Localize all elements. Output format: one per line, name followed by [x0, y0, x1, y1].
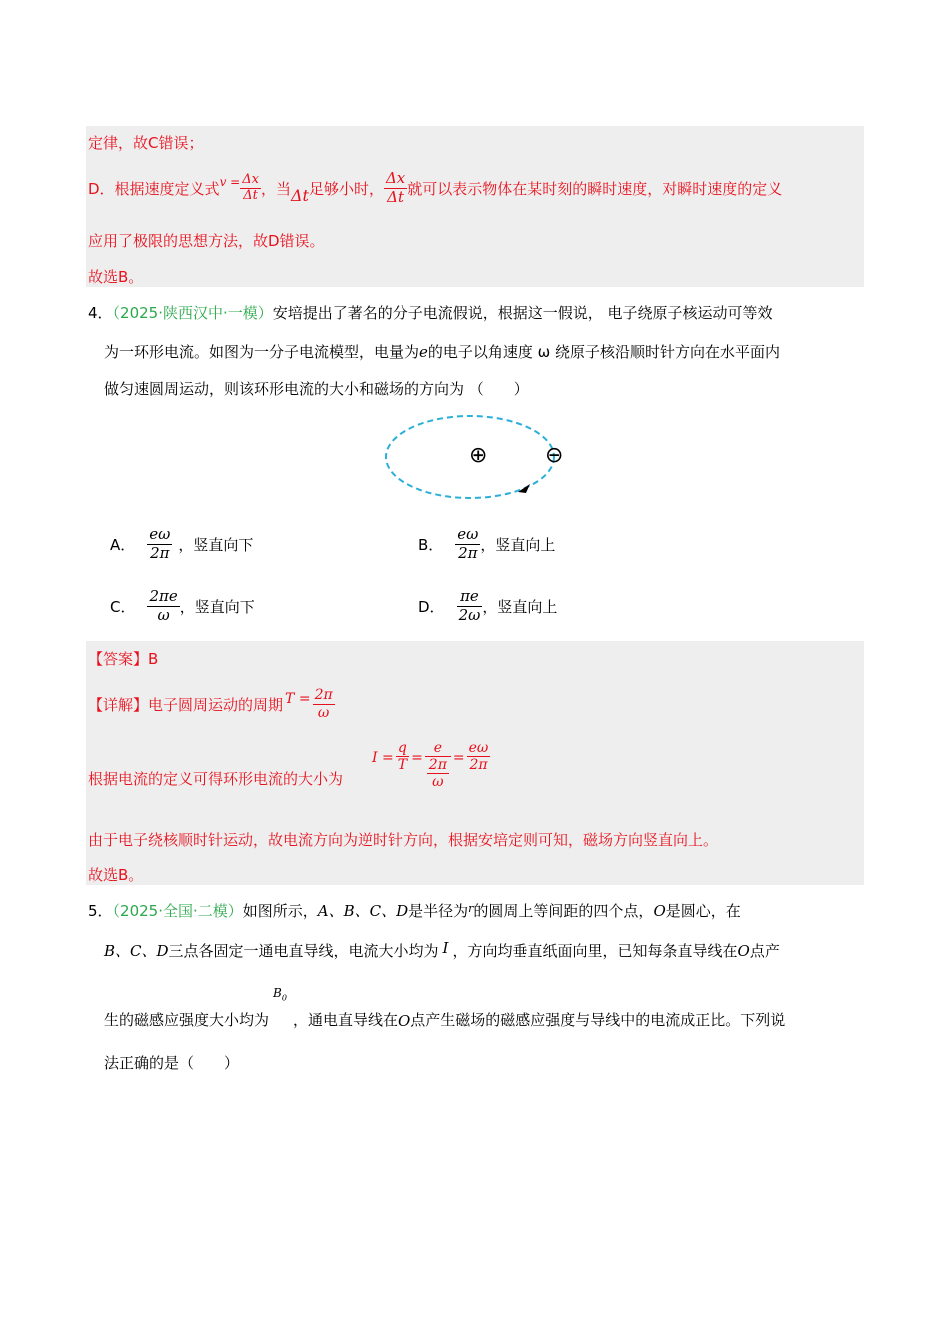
- option-d-text: ，竖直向上: [482, 597, 558, 616]
- q3-choose: 故选B。: [88, 268, 144, 286]
- q5-s2b: ，方向均垂直纸面向里，已知每条直导线在: [452, 942, 738, 960]
- q3-option-d-line: [88, 168, 782, 208]
- q5-stem-line-1: [88, 900, 741, 921]
- option-a-label: A．: [110, 535, 136, 554]
- q4-option-a[interactable]: [110, 522, 253, 566]
- q5-b0: $B_0$: [273, 986, 287, 1003]
- q4-detail-2: 根据电流的定义可得环形电流的大小为: [88, 770, 344, 788]
- q4-option-c[interactable]: [110, 584, 255, 628]
- q5-stem-line-2: [104, 939, 780, 961]
- q5-o-3: O: [397, 1012, 411, 1030]
- q5-s2c: 点产: [749, 942, 780, 960]
- option-c-text: ，竖直向下: [179, 597, 255, 616]
- q4-stem-e: e: [419, 343, 428, 361]
- q4-stem-line-3: 做匀速圆周运动，则该环形电流的大小和磁场的方向为 （ ）: [104, 380, 529, 398]
- q5-s3a: 生的磁感应强度大小均为: [104, 1011, 270, 1029]
- detail-tag: 【详解】: [88, 695, 149, 714]
- q4-number: 4．: [88, 304, 113, 322]
- option-c-fraction: $\frac{2\pi e}{\omega}$: [149, 587, 178, 624]
- electron-minus-icon: ⊖: [545, 443, 564, 468]
- q5-s3b: ，通电直导线在: [292, 1011, 398, 1029]
- q3-enough-small: 足够小时，: [308, 179, 384, 198]
- eq-1: =: [411, 750, 423, 766]
- q5-number: 5．: [88, 902, 113, 920]
- q5-s1d: 是圆心，在: [665, 902, 741, 920]
- q4-detail-line-1: [88, 682, 335, 726]
- q5-stem-line-3: [104, 986, 785, 1030]
- q4-option-d[interactable]: [418, 584, 557, 628]
- nucleus-plus-icon: ⊕: [469, 443, 488, 468]
- q4-detail-3: 由于电子绕核顺时针运动，故电流方向为逆时针方向，根据安培定则可知，磁场方向竖直向上。: [88, 831, 719, 849]
- q4-option-b[interactable]: [418, 522, 555, 566]
- q5-source: （2025·全国·二模）: [112, 902, 243, 920]
- option-c-label: C．: [110, 597, 136, 616]
- option-d-label: D．: [418, 597, 445, 616]
- detail-1-text: 电子圆周运动的周期: [148, 695, 284, 714]
- q4-stem-2a: 为一环形电流。如图为一分子电流模型，电量为: [104, 343, 420, 361]
- q4-stem-1: 安培提出了著名的分子电流假说，根据这一假说， 电子绕原子核运动可等效: [272, 304, 773, 322]
- q5-o: O: [653, 902, 666, 920]
- option-b-text: ，竖直向上: [480, 535, 556, 554]
- option-d-fraction: $\frac{\pi e}{2\omega}$: [458, 587, 481, 624]
- q4-choose: 故选B。: [88, 866, 144, 884]
- q5-o-2: O: [737, 942, 750, 960]
- result-fraction: $\frac{e\omega}{2\pi}$: [468, 740, 489, 774]
- eq-2: =: [452, 750, 465, 766]
- period-lhs: T =: [285, 691, 311, 707]
- option-b-label: B．: [418, 535, 444, 554]
- q5-i: I: [442, 939, 449, 957]
- q5-s2a: 三点各固定一通电直导线，电流大小均为: [168, 942, 439, 960]
- q5-s1c: 的圆周上等间距的四个点，: [473, 902, 654, 920]
- q3-delta-t: Δt: [290, 185, 309, 205]
- q4-answer-tag: 【答案】B: [88, 650, 159, 668]
- clockwise-arrow-icon: [518, 484, 530, 493]
- q3-velocity-fraction-2: $\frac{\Delta x}{\Delta t}$: [385, 169, 406, 206]
- q5-s1b: 是半径为: [408, 902, 469, 920]
- q3-d-rest: 就可以表示物体在某时刻的瞬时速度，对瞬时速度的定义: [407, 179, 783, 198]
- q4-stem-2b: 的电子以角速度 ω 绕原子核沿顺时针方向在水平面内: [427, 343, 781, 361]
- option-a-fraction: $\frac{e\omega}{2\pi}$: [149, 525, 171, 562]
- q5-r: r: [468, 902, 474, 915]
- period-fraction: $\frac{2\pi}{\omega}$: [314, 687, 333, 721]
- q3-comma-when: ，当: [260, 179, 291, 198]
- q5-stem-line-4: 法正确的是（ ）: [104, 1054, 240, 1072]
- q4-stem-line-1: [88, 302, 773, 323]
- q5-s1a: 如图所示，: [242, 902, 318, 920]
- q5-points-abcd: A、B、C、D: [317, 902, 409, 920]
- q4-stem-line-2: [104, 341, 780, 362]
- option-b-fraction: $\frac{e\omega}{2\pi}$: [457, 525, 479, 562]
- q5-points-bcd: B、C、D: [104, 942, 169, 960]
- option-a-text: ，竖直向下: [178, 535, 254, 554]
- q3-line-3: 应用了极限的思想方法，故D错误。: [88, 232, 325, 250]
- e-over-period: $\frac{e}{\frac{2\pi}{\omega}}$: [425, 740, 451, 790]
- q4-source: （2025·陕西汉中·一模）: [112, 304, 273, 322]
- q3-line-1: 定律，故C错误；: [88, 134, 204, 152]
- current-equation: [372, 740, 490, 804]
- q5-s3c: 点产生磁场的磁感应强度与导线中的电流成正比。下列说: [410, 1011, 786, 1029]
- q3-velocity-fraction: $\frac{\Delta x}{\Delta t}$: [242, 171, 259, 203]
- q3-v-lhs: v =: [219, 175, 241, 189]
- q-over-T: $\frac{q}{T}$: [397, 740, 408, 774]
- q3-d-prefix: D．根据速度定义式: [88, 179, 220, 198]
- current-lhs: I =: [372, 750, 394, 766]
